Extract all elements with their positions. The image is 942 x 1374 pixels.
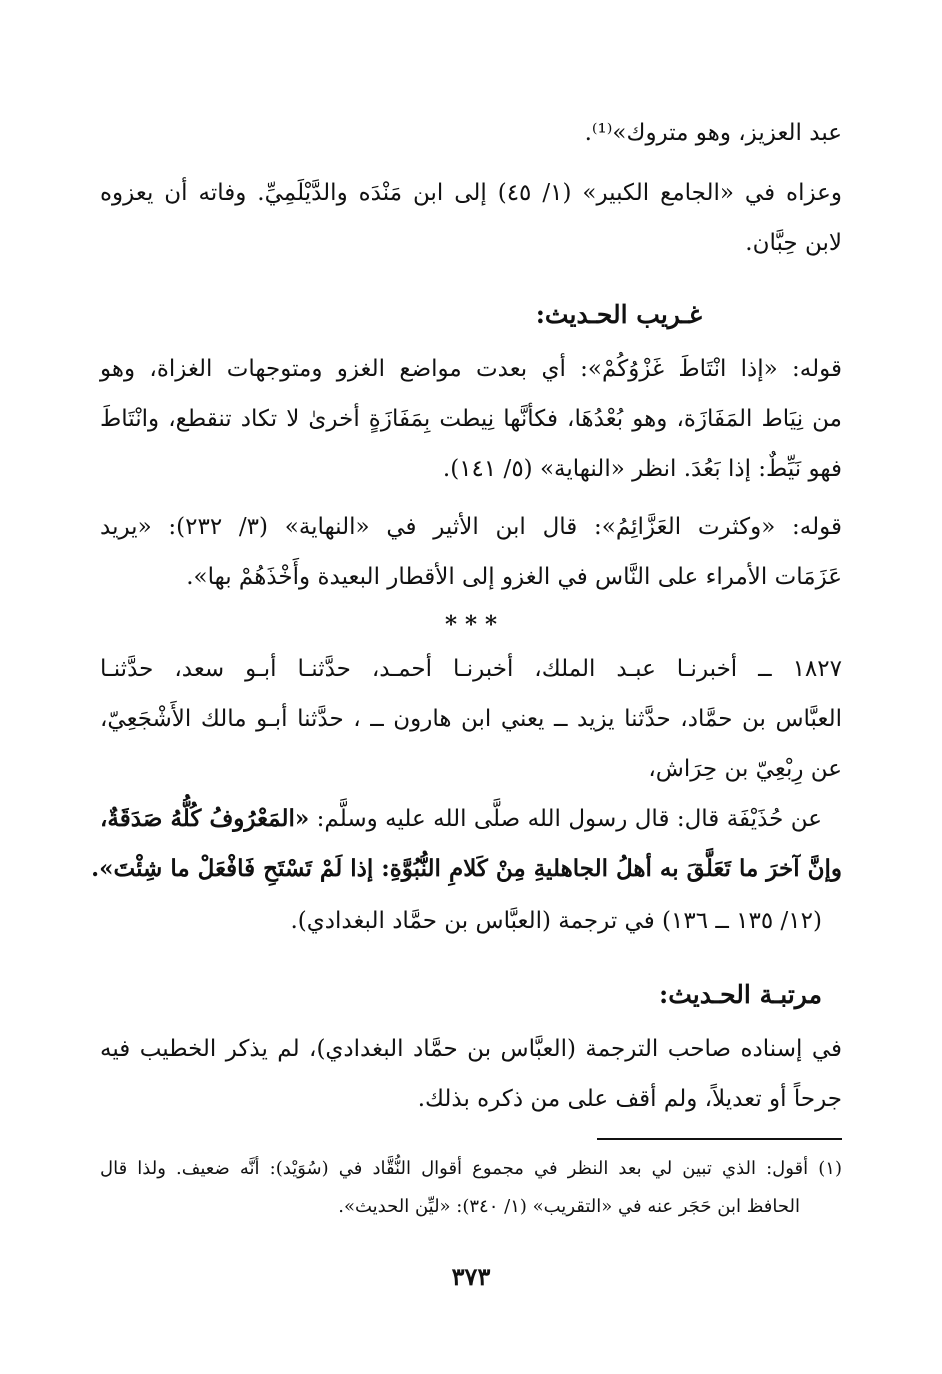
heading-text: مرتبـة الحـديث: <box>658 980 822 1009</box>
text-line: وعزاه في «الجامع الكبير» (١/ ٤٥) إلى ابن مَنْدَه والدَّيْلَمِيِّ. وفاته أن يعزوه <box>100 180 842 206</box>
stars-text: * * * <box>444 611 498 638</box>
text-line: العبَّاس بن حمَّاد، حدَّثنا يزيد ــ يعني ابن هارون ــ ، حدَّثنا أبـو مالك الأَشْجَعِيّ، <box>100 706 842 732</box>
matn-line: وإنَّ آخرَ ما تَعَلَّقَ به أهلُ الجاهليةِ مِنْ كَلامِ النُّبُوَّةِ: إذا لَمْ تَسْتَحِ فَافْعَلْ ما شِئْتَ». <box>91 855 842 882</box>
text-line: (١٢/ ١٣٥ ــ ١٣٦) في ترجمة (العبَّاس بن حمَّاد البغدادي). <box>290 908 822 934</box>
text-line: ١٨٢٧ ــ أخبرنـا عبـد الملك، أخبرنـا أحمـد، حدَّثنـا أبـو سعد، حدَّثنـا <box>100 656 842 682</box>
paragraph-4 <box>100 502 842 602</box>
section-heading-martaba <box>100 970 842 1020</box>
source-reference <box>100 896 842 946</box>
heading-text: غـريب الحـديث: <box>535 300 702 329</box>
isnad-text: عن حُذَيْفَة قال: قال رسول الله صلَّى الله عليه وسلَّم: <box>309 806 822 832</box>
text-line: عبد العزيز، وهو متروك»⁽¹⁾. <box>584 120 842 146</box>
footnote-line: الحافظ ابن حَجَر عنه في «التقريب» (١/ ٣٤٠): «ليِّن الحديث». <box>338 1196 800 1217</box>
text-line: قوله: «وكثرت العَزَّائِمُ»: قال ابن الأثير في «النهاية» (٣/ ٢٣٢): «يريد <box>100 514 843 540</box>
paragraph-2 <box>100 168 842 268</box>
section-divider-stars <box>100 600 842 650</box>
text-line: عَزَمَات الأمراء على النَّاس في الغزو إلى الأقطار البعيدة وأَخْذَهُمْ بها». <box>186 564 842 590</box>
text-line: من نِيَاط المَفَازَة، وهو بُعْدُهَا، فكأنَّها نِيطت بِمَفَازَةٍ أخرىٰ لا تكاد تنقطع، وانْتَاطَ <box>100 406 842 432</box>
paragraph-3 <box>100 344 842 494</box>
paragraph-1 <box>100 108 842 158</box>
text-line: عن رِبْعِيّ بن حِرَاش، <box>648 756 842 782</box>
text-line <box>100 794 842 844</box>
matn-text: «المَعْرُوفُ كُلُّهُ صَدَقَةٌ، <box>100 805 310 832</box>
text-line: فهو نَيِّطٌ: إذا بَعُدَ. انظر «النهاية» (٥/ ١٤١). <box>442 456 842 482</box>
footnote-divider <box>597 1138 842 1140</box>
text-line: لابن حِبَّان. <box>745 230 842 256</box>
section-heading-gharib <box>100 290 842 340</box>
page-number: ٣٧٣ <box>451 1262 491 1291</box>
hadith-1827 <box>91 644 842 894</box>
text-line: قوله: «إذا انْتَاطَ غَزْوُكُمْ»: أي بعدت مواضع الغزو ومتوجهات الغزاة، وهو <box>100 356 842 382</box>
footnote-1 <box>100 1150 842 1226</box>
paragraph-5 <box>100 1024 842 1124</box>
text-line: في إسناده صاحب الترجمة (العبَّاس بن حمَّاد البغدادي)، لم يذكر الخطيب فيه <box>100 1036 842 1062</box>
footnote-line: (١) أقول: الذي تبين لي بعد النظر في مجموع أقوال النُّقَّاد في (سُوَيْد): أنَّه ضعيف. ولذا قال <box>100 1158 842 1179</box>
text-line: جرحاً أو تعديلاً، ولم أقف على من ذكره بذلك. <box>417 1086 842 1112</box>
